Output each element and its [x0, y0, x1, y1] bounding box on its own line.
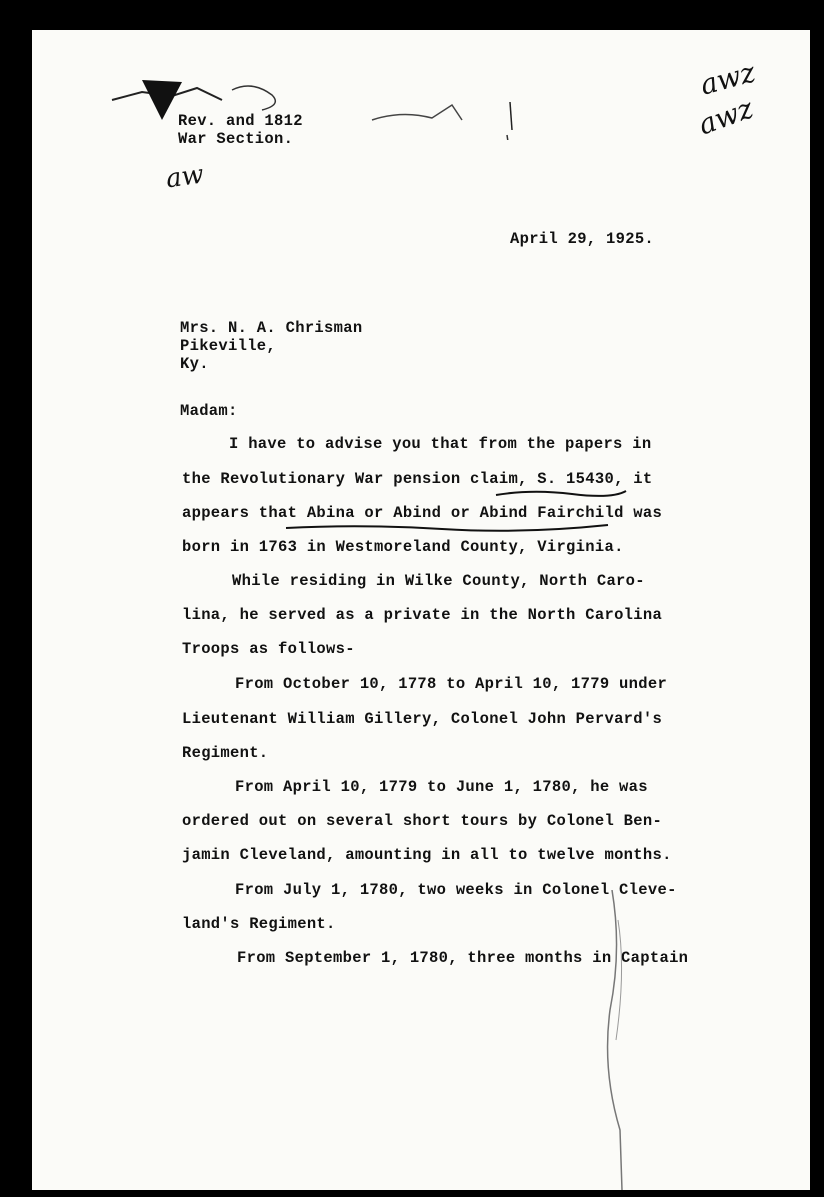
letter-date: April 29, 1925. [510, 230, 655, 248]
body-line: the Revolutionary War pension claim, S. 15430, it [182, 470, 653, 488]
body-line: Troops as follows- [182, 640, 355, 658]
body-line: From April 10, 1779 to June 1, 1780, he was [235, 778, 648, 796]
header-line-2: War Section. [178, 130, 294, 148]
body-line: Regiment. [182, 744, 269, 762]
body-line: appears that Abina or Abind or Abind Fairchild was [182, 504, 663, 522]
handwritten-initials-left: aw [164, 159, 206, 195]
top-smudge-mark [102, 60, 522, 140]
body-line: Lieutenant William Gillery, Colonel John Pervard's [182, 710, 663, 728]
body-line: born in 1763 in Westmoreland County, Virginia. [182, 538, 624, 556]
body-line: From July 1, 1780, two weeks in Colonel Cleve- [235, 881, 677, 899]
body-line: From October 10, 1778 to April 10, 1779 under [235, 675, 668, 693]
letter-page [32, 30, 810, 1190]
body-line: land's Regiment. [182, 915, 336, 933]
body-line: I have to advise you that from the papers in [229, 435, 652, 453]
claim-number-underline [492, 485, 632, 505]
body-line: ordered out on several short tours by Colonel Ben- [182, 812, 663, 830]
header-line-1: Rev. and 1812 [178, 112, 303, 130]
pen-tick-mark [502, 100, 522, 140]
handwritten-initials-top-right-1: awz [696, 55, 759, 102]
recipient-name: Mrs. N. A. Chrisman [180, 319, 363, 337]
body-line: lina, he served as a private in the North Carolina [182, 606, 663, 624]
body-line: From September 1, 1780, three months in Captain [237, 949, 689, 967]
recipient-state: Ky. [180, 355, 209, 373]
name-underline [282, 520, 612, 540]
salutation: Madam: [180, 402, 238, 420]
crease-mark [592, 890, 652, 1190]
recipient-city: Pikeville, [180, 337, 277, 355]
handwritten-initials-top-right-2: awz [694, 91, 758, 142]
body-line: jamin Cleveland, amounting in all to twelve months. [182, 846, 672, 864]
body-line: While residing in Wilke County, North Caro- [232, 572, 645, 590]
